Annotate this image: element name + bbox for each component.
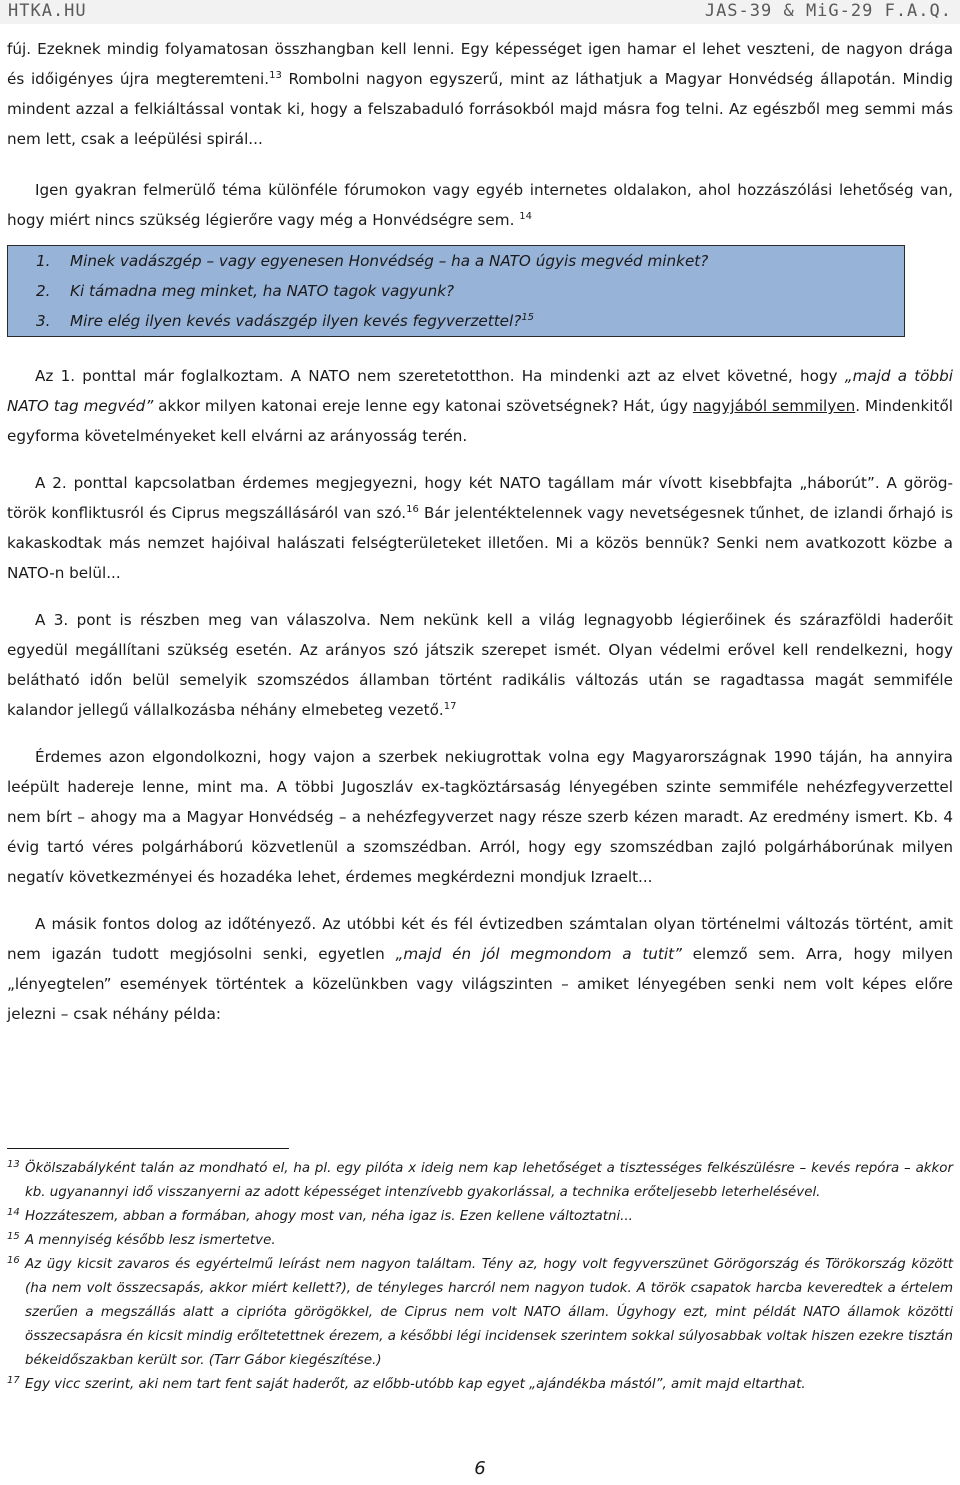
paragraph-text: A 3. pont is részben meg van válaszolva. Nem nekünk kell a világ legnagyobb légierőinek és szárazföldi haderőit egyedül megállítani szükség esetén. Az arányos szó játszik szerepet ismét. Olyan védelmi erővel kell rendelkezni, hogy belátható időn belül semelyik szomszédos államban történt radikális változás után se ragadtassa magát semmiféle kalandor jellegű vállalkozásba néhány elmebeteg vezető. [7,611,953,719]
paragraph-text: Érdemes azon elgondolkozni, hogy vajon a szerbek nekiugrottak volna egy Magyarországnak 1990 táján, ha annyira leépült hadereje lenne, mint ma. A többi Jugoszláv ex-tagköztársaság lényegében szinte semmiféle nehézfegyverzettel nem bírt – ahogy ma a Magyar Honvédség – a nehézfegyverzet nagy része szerb kézen maradt. Az eredmény ismert. Kb. 4 évig tartó véres polgárháború közvetlenül a szomszédban. Arról, hogy egy szomszédban zajló polgárháborúnak milyen negatív következményei és hozadéka lehet, érdemes megkérdezni mondjuk Izraelt... [7,748,953,886]
paragraph-text: Az 1. ponttal már foglalkoztam. A NATO nem szeretetotthon. Ha mindenki azt az elvet követné, hogy [35,367,845,385]
footnote-ref[interactable]: 13 [269,69,282,81]
paragraph-text: A másik fontos dolog az időtényező. Az utóbbi két és fél évtizedben számtalan olyan történelmi változás történt, amit nem igazán tudott megjósolni senki, egyetlen [7,915,953,963]
footnote [7,1157,953,1205]
paragraph-2 [7,175,953,235]
paragraph-5 [7,605,953,725]
footnote [7,1253,953,1373]
question-item [36,246,904,276]
question-number: 3. [36,312,51,330]
footnote-ref[interactable]: 14 [519,210,532,222]
footnote-text: Ökölszabályként talán az mondható el, ha pl. egy pilóta x ideig nem kap lehetőséget a tisztességes felkészülésre – kevés repóra – akkor kb. ugyanannyi idő visszanyerni az adott képességet intenzívebb gyakorlással, a technika erőteljesebb leterhelésével. [25,1161,953,1200]
question-number: 2. [36,282,51,300]
footnote-ref[interactable]: 17 [443,700,457,712]
footnote-text: A mennyiség később lesz ismertetve. [25,1233,276,1248]
paragraph-3 [7,361,953,451]
footnote-number: 13 [7,1159,20,1170]
footnote [7,1373,953,1397]
page-header [0,0,960,24]
paragraph-text: fúj. Ezeknek mindig folyamatosan összhangban kell lenni. Egy képességet igen hamar el lehet veszteni, de nagyon drága és időigényes újra megteremteni. [7,40,953,88]
footnote-text: Hozzáteszem, abban a formában, ahogy most van, néha igaz is. Ezen kellene változtatni... [25,1209,633,1224]
site-name: HTKA.HU [8,1,87,21]
paragraph-text: . Mindenkitől egyforma követelményeket kell elvárni az arányosság terén. [7,397,953,445]
paragraph-7 [7,909,953,1029]
paragraph-1 [7,34,953,154]
paragraph-text: Igen gyakran felmerülő téma különféle fórumokon vagy egyéb internetes oldalakon, ahol hozzászólási lehetőség van, hogy miért nincs szükség légierőre vagy még a Honvédségre sem. [7,181,953,229]
footnote-text: Egy vicc szerint, aki nem tart fent saját haderőt, az előbb-utóbb kap egyet „ajándékba mástól”, amit majd eltarthat. [25,1377,806,1392]
italic-quote: „majd én jól megmondom a tutit” [395,945,682,963]
page-number: 6 [474,1458,486,1479]
question-text: Mire elég ilyen kevés vadászgép ilyen kevés fegyverzettel? [70,312,522,330]
footnote-ref[interactable]: 15 [521,311,535,323]
footnotes [7,1157,953,1397]
paragraph-6 [7,742,953,892]
question-text: Minek vadászgép – vagy egyenesen Honvédség – ha a NATO úgyis megvéd minket? [70,252,709,270]
footnote [7,1205,953,1229]
footnote-number: 17 [7,1375,20,1386]
italic-quote: „majd a többi NATO tag megvéd” [7,367,953,415]
paragraph-text: A 2. ponttal kapcsolatban érdemes megjegyezni, hogy két NATO tagállam már vívott kisebbfajta „háborút”. A görög-török konfliktusról és Ciprus megszállásáról van szó. [7,474,953,522]
paragraph-text: Rombolni nagyon egyszerű, mint az láthatjuk a Magyar Honvédség állapotán. Mindig mindent azzal a felkiáltással vontak ki, hogy a felszabaduló forrásokból majd másra fog telni. Az egészből meg semmi más nem lett, csak a leépülési spirál... [7,70,953,148]
footnote-number: 14 [7,1207,20,1218]
footnote [7,1229,953,1253]
question-item [36,306,904,336]
underlined-text: nagyjából semmilyen [692,397,856,415]
main-text [7,34,953,1029]
footnote-ref[interactable]: 16 [406,503,419,515]
footnote-text: Az ügy kicsit zavaros és egyértelmű leírást nem nagyon találtam. Tény az, hogy volt fegyverszünet Görögország és Törökország között (ha nem volt összecsapás, akkor miért kellett?), de tényleges harcról nem nagyon tudok. A török csapatok harcba keveredtek a értelem szerűen a megszállás alatt a ciprióta görögökkel, de Ciprus nem volt NATO állam. Úgyhogy ezt, mint példát NATO államok közötti összecsapásra én kicsit mindig erőltetettnek érezem, a későbbi légi incidensek szerintem sokkal súlyosabbak voltak hiszen ezekre tisztán békeidőszakban került sor. (Tarr Gábor kiegészítése.) [25,1257,953,1368]
question-text: Ki támadna meg minket, ha NATO tagok vagyunk? [70,282,455,300]
question-number: 1. [36,252,51,270]
footnote-number: 15 [7,1231,20,1242]
document-title: JAS-39 & MiG-29 F.A.Q. [704,1,952,21]
footnote-number: 16 [7,1255,20,1266]
question-item [36,276,904,306]
paragraph-text: elemző sem. Arra, hogy milyen „lényegtelen” események történtek a közelünkben vagy világszinten – amiket lényegében senki nem volt képes előre jelezni – csak néhány példa: [7,945,953,1023]
paragraph-4 [7,468,953,588]
paragraph-text: akkor milyen katonai ereje lenne egy katonai szövetségnek? Hát, úgy [153,397,693,415]
footnote-separator [7,1148,289,1149]
questions-box [7,245,905,337]
paragraph-text: Bár jelentéktelennek vagy nevetségesnek tűnhet, de izlandi őrhajó is kakaskodtak más nemzet hajóival halászati felségterületeket illetően. Mi a közös bennük? Senki nem avatkozott közbe a NATO-n belül... [7,504,954,582]
